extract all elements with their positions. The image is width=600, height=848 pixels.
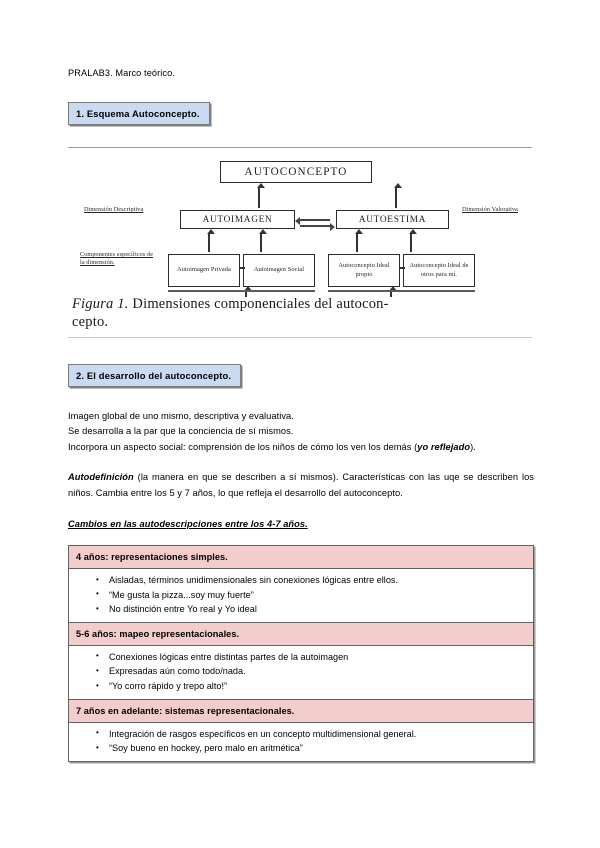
figure-caption-text: Dimensiones componenciales del autocon- <box>128 296 389 312</box>
stage-content-5-6-anos <box>69 645 534 699</box>
diagram-group-bar-right <box>328 290 475 292</box>
subheading-spacer <box>68 501 534 519</box>
body-line-3-post: ). <box>470 441 476 452</box>
bullet-list <box>75 573 527 617</box>
list-item: • Conexiones lógicas entre distintas partes de la autoimagen <box>109 650 527 665</box>
diagram-group-bar-left <box>168 290 315 292</box>
figure-caption-text-2: cepto. <box>72 314 109 330</box>
autodefinicion-term: Autodefinición <box>68 472 134 483</box>
diagram-label-dimension-valorativa: Dimensión Valorativa <box>462 206 519 213</box>
body-line-3-emphasis: yo reflejado <box>417 441 471 452</box>
table-row <box>69 569 534 623</box>
section-heading-esquema: 1. Esquema Autoconcepto. <box>68 102 210 125</box>
body-line-1: Imagen global de uno mismo, descriptiva y evaluativa. <box>68 411 294 421</box>
body-line-2: Se desarrolla a la par que la conciencia de sí mismos. <box>68 426 294 437</box>
list-item: • Expresadas aún como todo/nada. <box>109 664 527 679</box>
diagram-connector-left <box>239 267 245 269</box>
age-stages-body <box>69 546 534 762</box>
list-item: • Integración de rasgos específicos en un concepto multidimensional general. <box>109 727 527 742</box>
document-title: PRALAB3. Marco teórico. <box>68 68 175 78</box>
arrow-up-icon <box>395 187 397 208</box>
list-item: • No distinción entre Yo real y Yo ideal <box>109 602 527 617</box>
figure-autoconcepto <box>68 147 532 338</box>
list-item: • “Me gusta la pizza...soy muy fuerte” <box>109 588 527 603</box>
paragraph-spacer <box>68 455 534 470</box>
diagram-label-dimension-descriptiva: Dimensión Descriptiva <box>84 206 144 213</box>
diagram-box-autoestima: AUTOESTIMA <box>336 210 449 229</box>
table-row <box>69 699 534 722</box>
diagram-box-autoimagen-privada: Autoimagen Privada <box>168 254 240 287</box>
list-item: • “Yo corro rápido y trepo alto!” <box>109 679 527 694</box>
stage-content-4-anos <box>69 569 534 623</box>
table-row <box>69 722 534 761</box>
stage-content-7-anos <box>69 722 534 761</box>
stage-header-7-anos: 7 años en adelante: sistemas representacionales. <box>69 699 534 722</box>
table-row <box>69 546 534 569</box>
diagram-connector-right <box>399 267 405 269</box>
list-item: • “Soy bueno en hockey, pero malo en aritmética” <box>109 741 527 756</box>
body-line-3-pre: Incorpora un aspecto social: comprensión de los niños de cómo los ven los demás ( <box>68 441 418 452</box>
arrow-left-icon <box>300 219 330 221</box>
arrow-right-icon <box>300 225 330 227</box>
table-row <box>69 622 534 645</box>
autodefinicion-text: (la manera en que se describen a sí mismos). Características con las uqe se describen los niños. Cambia entre los 5 y 7 años, lo que refleja el desarrollo del autoconcepto. <box>68 472 534 498</box>
paragraph-definicion <box>68 409 534 455</box>
section-heading-desarrollo: 2. El desarrollo del autoconcepto. <box>68 364 241 387</box>
table-row <box>69 645 534 699</box>
diagram-box-autoconcepto: AUTOCONCEPTO <box>220 161 372 183</box>
figure-caption-number: Figura 1. <box>72 296 129 312</box>
figure-diagram <box>68 157 532 292</box>
section-heading-1-wrapper <box>68 102 534 125</box>
age-stages-table <box>68 545 534 762</box>
arrow-up-icon <box>258 187 260 208</box>
section-heading-2-wrapper <box>68 364 534 387</box>
arrow-up-icon <box>208 233 210 252</box>
arrow-up-icon <box>410 233 412 252</box>
figure-caption <box>68 295 532 331</box>
subheading-cambios: Cambios en las autodescripciones entre los 4-7 años. <box>68 519 308 530</box>
diagram-box-autoimagen-social: Autoimagen Social <box>243 254 315 287</box>
stage-header-4-anos: 4 años: representaciones simples. <box>69 546 534 569</box>
diagram-box-autoconcepto-ideal-propio: Autoconcepto Ideal propio <box>328 254 400 287</box>
diagram-box-autoconcepto-ideal-otros: Autoconcepto Ideal de otros para mí. <box>403 254 475 287</box>
stage-header-5-6-anos: 5-6 años: mapeo representacionales. <box>69 622 534 645</box>
list-item: • Aisladas, términos unidimensionales sin conexiones lógicas entre ellos. <box>109 573 527 588</box>
bullet-list <box>75 650 527 694</box>
diagram-box-autoimagen: AUTOIMAGEN <box>180 210 295 229</box>
page-content <box>68 66 534 762</box>
diagram-label-componentes-especificos: Componentes específicos de la dimensión. <box>80 251 154 267</box>
bullet-list <box>75 727 527 756</box>
arrow-up-icon <box>260 233 262 252</box>
arrow-up-icon <box>356 233 358 252</box>
paragraph-autodefinicion <box>68 470 534 501</box>
